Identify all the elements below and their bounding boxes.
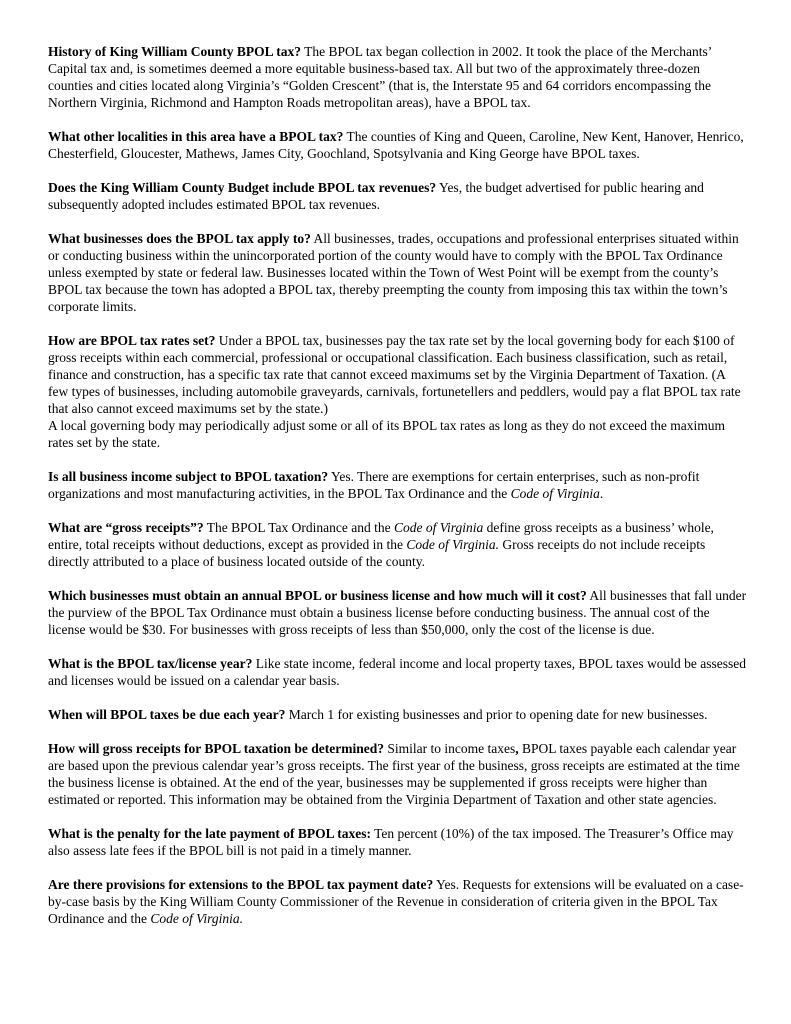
- code-of-virginia-ref: Code of Virginia.: [150, 911, 243, 926]
- faq-answer-end: .: [599, 486, 604, 501]
- faq-license-year: [48, 655, 748, 689]
- faq-question: What are “gross receipts”?: [48, 520, 204, 535]
- faq-answer: The BPOL Tax Ordinance and the: [203, 520, 394, 535]
- faq-answer: The counties of King and Queen, Caroline, New Kent, Hanover, Henrico, Chesterfield, Gloucester, Mathews, James City, Goochland, Spotsylvania and King George have BPOL taxes.: [48, 129, 744, 161]
- faq-paragraph: [48, 740, 748, 808]
- faq-paragraph: [48, 706, 748, 723]
- faq-paragraph: [48, 825, 748, 859]
- faq-late-penalty: [48, 825, 748, 859]
- faq-paragraph: [48, 332, 748, 417]
- faq-answer: March 1 for existing businesses and prior to opening date for new businesses.: [285, 707, 708, 722]
- faq-history: [48, 43, 748, 111]
- faq-question: Does the King William County Budget include BPOL tax revenues?: [48, 180, 437, 195]
- faq-paragraph: [48, 519, 748, 570]
- faq-paragraph: [48, 179, 748, 213]
- code-of-virginia-ref: Code of Virginia: [394, 520, 484, 535]
- faq-answer: Yes, the budget advertised for public hearing and subsequently adopted includes estimated BPOL tax revenues.: [48, 180, 704, 212]
- faq-answer-mid: define gross receipts as a business’ whole, entire, total receipts without deductions, except as provided in the: [48, 520, 714, 552]
- faq-question: When will BPOL taxes be due each year?: [48, 707, 286, 722]
- faq-question: Is all business income subject to BPOL taxation?: [48, 469, 329, 484]
- faq-answer: Yes. There are exemptions for certain enterprises, such as non-profit organizations and most manufacturing activities, in the BPOL Tax Ordinance and the: [48, 469, 700, 501]
- code-of-virginia-ref: Code of Virginia.: [406, 537, 500, 552]
- faq-question: How will gross receipts for BPOL taxation be determined?: [48, 741, 384, 756]
- faq-answer: Like state income, federal income and local property taxes, BPOL taxes would be assessed and licenses would be issued on a calendar year basis.: [48, 656, 746, 688]
- faq-answer: Yes. Requests for extensions will be evaluated on a case-by-case basis by the King William County Commissioner of the Revenue in consideration of criteria given in the BPOL Tax Ordinance and the: [48, 877, 744, 926]
- faq-question: How are BPOL tax rates set?: [48, 333, 216, 348]
- faq-question: Are there provisions for extensions to the BPOL tax payment date?: [48, 877, 434, 892]
- faq-other-localities: [48, 128, 748, 162]
- faq-budget: [48, 179, 748, 213]
- faq-paragraph: [48, 43, 748, 111]
- faq-question: What other localities in this area have a BPOL tax?: [48, 129, 344, 144]
- faq-extensions: [48, 876, 748, 927]
- faq-answer: Similar to income taxes: [383, 741, 516, 756]
- faq-answer-end: Gross receipts do not include receipts directly attributed to a place of business located outside of the county.: [48, 537, 706, 569]
- faq-license-cost: [48, 587, 748, 638]
- code-of-virginia-ref: Code of Virginia: [510, 486, 600, 501]
- faq-answer: All businesses that fall under the purview of the BPOL Tax Ordinance must obtain a business license before conducting business. The annual cost of the license would be $30. For businesses with gross receipts of less than $50,000, only the cost of the license is due.: [48, 588, 747, 637]
- faq-bold-comma: ,: [515, 741, 519, 756]
- faq-question: History of King William County BPOL tax?: [48, 44, 302, 59]
- faq-question: Which businesses must obtain an annual BPOL or business license and how much will it cost?: [48, 588, 587, 603]
- faq-paragraph: [48, 587, 748, 638]
- faq-tax-rates: [48, 332, 748, 451]
- faq-answer-end: BPOL taxes payable each calendar year are based upon the previous calendar year’s gross receipts. The first year of the business, gross receipts are estimated at the time the business license is obtained. At the end of the year, businesses may be supplemented if gross receipts were higher than estimated or reported. This information may be obtained from the Virginia Department of Taxation and other state agencies.: [48, 741, 740, 807]
- faq-gross-receipts: [48, 519, 748, 570]
- faq-businesses-apply: [48, 230, 748, 315]
- faq-income-subject: [48, 468, 748, 502]
- faq-answer: Ten percent (10%) of the tax imposed. The Treasurer’s Office may also assess late fees if the BPOL bill is not paid in a timely manner.: [48, 826, 734, 858]
- faq-answer: Under a BPOL tax, businesses pay the tax rate set by the local governing body for each $100 of gross receipts within each commercial, professional or occupational classification. Each business classification, such as retail, finance and construction, has a specific tax rate that cannot exceed maximums set by the Virginia Department of Taxation. (A few types of businesses, including automobile graveyards, carnivals, fortunetellers and peddlers, would pay a flat BPOL tax rate that also cannot exceed maximums set by the state.): [48, 333, 741, 416]
- faq-question: What businesses does the BPOL tax apply to?: [48, 231, 311, 246]
- faq-paragraph: [48, 876, 748, 927]
- faq-paragraph: [48, 655, 748, 689]
- faq-question: What is the penalty for the late payment of BPOL taxes:: [48, 826, 371, 841]
- faq-paragraph: [48, 128, 748, 162]
- faq-paragraph-continued: A local governing body may periodically adjust some or all of its BPOL tax rates as long as they do not exceed the maximum rates set by the state.: [48, 418, 725, 450]
- faq-document: [48, 43, 748, 944]
- faq-paragraph: [48, 468, 748, 502]
- faq-question: What is the BPOL tax/license year?: [48, 656, 253, 671]
- faq-receipts-determined: [48, 740, 748, 808]
- faq-due-date: [48, 706, 748, 723]
- faq-answer: All businesses, trades, occupations and professional enterprises situated within or conducting business within the unincorporated portion of the county would have to comply with the BPOL Tax Ordinance unless exempted by state or federal law. Businesses located within the Town of West Point will be exempt from the county’s BPOL tax because the town has adopted a BPOL tax, thereby preempting the county from imposing this tax within the town’s corporate limits.: [48, 231, 739, 314]
- faq-answer: The BPOL tax began collection in 2002. It took the place of the Merchants’ Capital tax and, is sometimes deemed a more equitable business-based tax. All but two of the approximately three-dozen counties and cities located along Virginia’s “Golden Crescent” (that is, the Interstate 95 and 64 corridors encompassing the Northern Virginia, Richmond and Hampton Roads metropolitan areas), have a BPOL tax.: [48, 44, 712, 110]
- faq-paragraph: [48, 230, 748, 315]
